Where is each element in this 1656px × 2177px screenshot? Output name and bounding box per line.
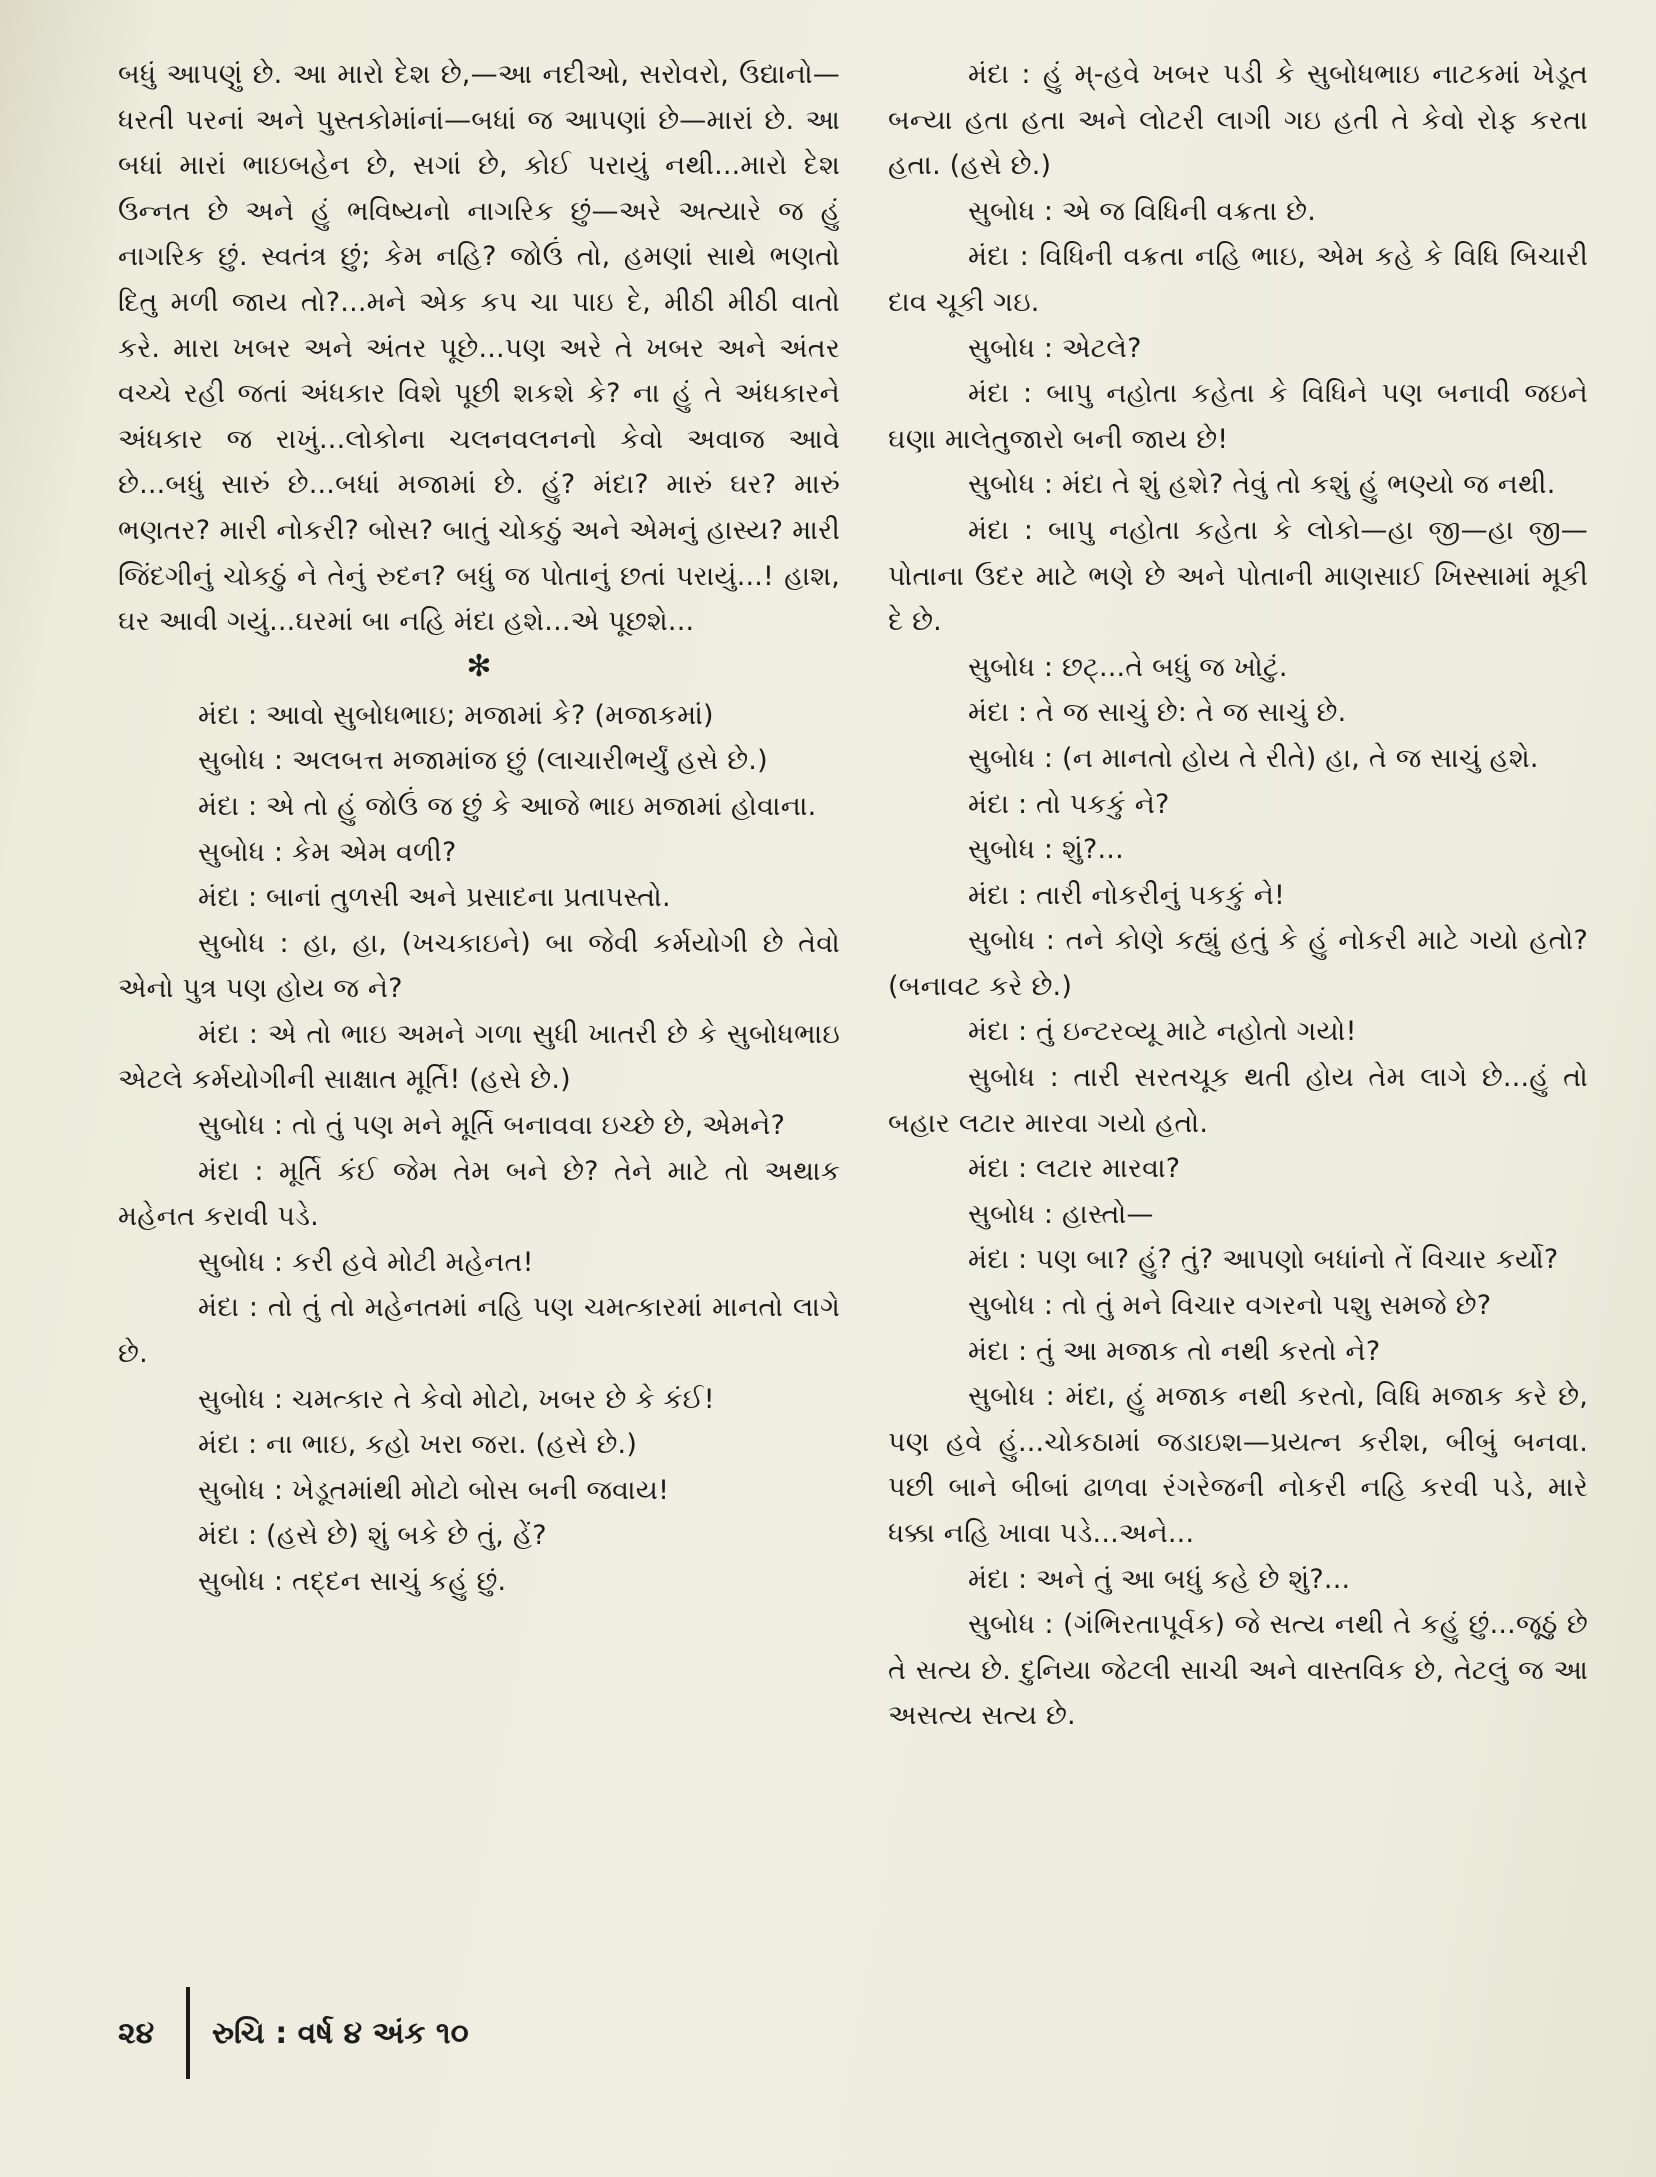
journal-issue: રુચિ : વર્ષ ૪ અંક ૧૦: [212, 2015, 469, 2051]
dialogue-line: સુબોધ : છટ્...તે બધું જ ખોટું.: [968, 651, 1288, 683]
dialogue-line: મંદા : બાનાં તુળસી અને પ્રસાદના પ્રતાપસ્તો.: [198, 882, 671, 914]
dialogue-line: મંદા : તું ઇન્ટરવ્યૂ માટે નહોતો ગયો!: [968, 1016, 1357, 1048]
dialogue-line: સુબોધ : તને કોણે કહ્યું હતું કે હું નોકરી માટે ગયો હતો? (બનાવટ કરે છે.): [888, 925, 1588, 1002]
dialogue-line: સુબોધ : મંદા તે શું હશે? તેવું તો કશું હું ભણ્યો જ નથી.: [968, 469, 1556, 501]
dialogue-line: મંદા : તો પકકું ને?: [968, 788, 1170, 820]
dialogue-line: સુબોધ : ખેડૂતમાંથી મોટો બોસ બની જવાય!: [198, 1474, 670, 1506]
dialogue-line: સુબોધ : (ન માનતો હોય તે રીતે) હા, તે જ સાચું હશે.: [968, 742, 1539, 774]
dialogue-line: સુબોધ : એટલે?: [968, 332, 1142, 364]
dialogue-line: સુબોધ : કેમ એમ વળી?: [198, 836, 457, 868]
paragraph: બધું આપણું છે. આ મારો દેશ છે,—આ નદીઓ, સરોવરો, ઉદ્યાનો—ધરતી પરનાં અને પુસ્તકોમાંનાં—બધાં જ આપણાં છે—મારાં છે. આ બધાં મારાં ભાઇબહેન છે, સગાં છે, કોઈ પરાયું નથી...મારો દેશ ઉન્નત છે અને હું ભવિષ્યનો નાગરિક છું—અરે અત્યારે જ હું નાગરિક છું. સ્વતંત્ર છું; કેમ નહિ? જોઉં તો, હમણાં સાથે ભણતો દિતુ મળી જાય તો?...મને એક કપ ચા પાઇ દે, મીઠી મીઠી વાતો કરે. મારા ખબર અને અંતર પૂછે...પણ અરે તે ખબર અને અંતર વચ્ચે રહી જતાં અંધકાર વિશે પૂછી શકશે કે? ના હું તે અંધકારને અંધકાર જ રાખું...લોકોના ચલનવલનનો કેવો અવાજ આવે છે...બધું સારું છે...બધાં મજામાં છે. હું? મંદા? મારું ઘર? મારું ભણતર? મારી નોકરી? બોસ? બાતું ચોકઠું અને એમનું હાસ્ય? મારી જિંદગીનું ચોકઠું ને તેનું રુદન? બધું જ પોતાનું છતાં પરાયું...! હાશ, ઘર આવી ગયું...ઘરમાં બા નહિ મંદા હશે...એ પૂછશે...: [118, 59, 840, 638]
page-number: ૨૪: [118, 2015, 155, 2051]
dialogue-line: મંદા : તે જ સાચું છે: તે જ સાચું છે.: [968, 697, 1347, 729]
dialogue-line: મંદા : બાપુ નહોતા કહેતા કે વિધિને પણ બનાવી જઇને ઘણા માલેતુજારો બની જાય છે!: [888, 378, 1588, 455]
dialogue-line: સુબોધ : (ગંભિરતાપૂર્વક) જે સત્ય નથી તે કહું છું...જૂઠું છે તે સત્ય છે. દુનિયા જેટલી સાચી અને વાસ્તવિક છે, તેટલું જ આ અસત્ય સત્ય છે.: [888, 1609, 1588, 1732]
dialogue-line: સુબોધ : અલબત્ત મજામાંજ છું (લાચારીભર્યું હસે છે.): [198, 745, 768, 777]
dialogue-line: મંદા : અને તું આ બધું કહે છે શું?...: [968, 1563, 1351, 1595]
dialogue-line: મંદા : મૂર્તિ કંઈ જેમ તેમ બને છે? તેને માટે તો અથાક મહેનત કરાવી પડે.: [118, 1155, 840, 1233]
dialogue-line: મંદા : પણ બા? હું? તું? આપણો બધાંનો તેં વિચાર કર્યો?: [968, 1244, 1559, 1276]
dialogue-line: મંદા : તો તું તો મહેનતમાં નહિ પણ ચમત્કારમાં માનતો લાગે છે.: [118, 1292, 840, 1370]
dialogue-line: મંદા : તારી નોકરીનું પકકું ને!: [968, 879, 1286, 911]
dialogue-line: મંદા : બાપુ નહોતા કહેતા કે લોકો—હા જી—હા જી—પોતાના ઉદર માટે ભણે છે અને પોતાની માણસાઈ ખિસ્સામાં મૂકી દે છે.: [888, 514, 1588, 638]
page-footer: [118, 1988, 469, 2078]
dialogue-line: સુબોધ : કરી હવે મોટી મહેનત!: [198, 1246, 534, 1278]
dialogue-line: સુબોધ : મંદા, હું મજાક નથી કરતો, વિધિ મજાક કરે છે, પણ હવે હું...ચોકઠામાં જડાઇશ—પ્રયત્ન કરીશ, બીબું બનવા. પછી બાને બીબાં ઢાળવા રંગરેજની નોકરી નહિ કરવી પડે, મારે ધક્કા નહિ ખાવા પડે...અને...: [888, 1381, 1588, 1549]
dialogue-line: સુબોધ : હા, હા, (ખચકાઇને) બા જેવી કર્મયોગી છે તેવો એનો પુત્ર પણ હોય જ ને?: [118, 927, 840, 1005]
dialogue-line: સુબોધ : ચમત્કાર તે કેવો મોટો, ખબર છે કે કંઈ!: [198, 1383, 715, 1415]
dialogue-line: સુબોધ : તદ્દન સાચું કહું છું.: [198, 1566, 507, 1597]
dialogue-line: સુબોધ : શું?...: [968, 834, 1124, 866]
dialogue-line: મંદા : વિધિની વક્રતા નહિ ભાઇ, એમ કહે કે વિધિ બિચારી દાવ ચૂકી ગઇ.: [888, 241, 1588, 318]
dialogue-line: મંદા : ના ભાઇ, કહો ખરા જરા. (હસે છે.): [198, 1429, 638, 1461]
dialogue-line: સુબોધ : તો તું પણ મને મૂર્તિ બનાવવા ઇચ્છે છે, એમને?: [198, 1110, 786, 1142]
dialogue-line: મંદા : એ તો ભાઇ અમને ગળા સુધી ખાતરી છે કે સુબોધભાઇ એટલે કર્મયોગીની સાક્ષાત મૂર્તિ! (હસે છે.): [118, 1018, 840, 1096]
dialogue-line: સુબોધ : એ જ વિધિની વક્રતા છે.: [968, 195, 1317, 227]
dialogue-line: સુબોધ : તારી સરતચૂક થતી હોય તેમ લાગે છે...હું તો બહાર લટાર મારવા ગયો હતો.: [888, 1062, 1588, 1139]
dialogue-line: મંદા : (હસે છે) શું બકે છે તું, હેં?: [198, 1520, 547, 1552]
dialogue-line: મંદા : આવો સુબોધભાઇ; મજામાં કે? (મજાકમાં): [198, 699, 714, 731]
dialogue-line: મંદા : તું આ મજાક તો નથી કરતો ને?: [968, 1335, 1381, 1367]
dialogue-line: સુબોધ : હાસ્તો—: [968, 1198, 1154, 1230]
section-separator: ✻: [466, 648, 492, 684]
right-column: [888, 52, 1588, 1739]
dialogue-line: મંદા : હું મ્-હવે ખબર પડી કે સુબોધભાઇ નાટકમાં ખેડૂત બન્યા હતા હતા અને લોટરી લાગી ગઇ હતી તે કેવો રોફ કરતા હતા. (હસે છે.): [888, 59, 1588, 182]
footer-divider: [186, 1987, 190, 2079]
dialogue-line: સુબોધ : તો તું મને વિચાર વગરનો પશુ સમજે છે?: [968, 1290, 1492, 1322]
dialogue-line: મંદા : એ તો હું જોઉં જ છું કે આજે ભાઇ મજામાં હોવાના.: [198, 790, 817, 822]
left-column: [118, 52, 840, 1605]
dialogue-line: મંદા : લટાર મારવા?: [968, 1153, 1181, 1185]
